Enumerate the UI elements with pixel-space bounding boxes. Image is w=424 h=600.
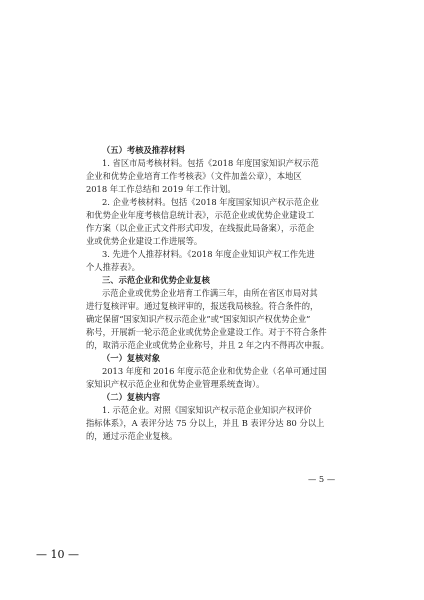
paragraph-line: 的，通过示范企业复核。 (86, 431, 178, 441)
paragraph-line: 的，取消示范企业或优势企业称号，并且 2 年之内不得再次申报。 (86, 340, 329, 350)
paragraph-line: 3. 先进个人推荐材料。《2018 年度企业知识产权工作先进 (102, 249, 315, 259)
subsection-heading: （一）复核对象 (102, 353, 161, 363)
paragraph-line: 确定保留“国家知识产权示范企业”或“国家知识产权优势企业” (86, 314, 311, 324)
paragraph-line: 1. 省区市局考核材料。包括《2018 年度国家知识产权示范 (102, 158, 319, 168)
paragraph-line: 企业和优势企业培育工作考核表》（文件加盖公章），本地区 (86, 171, 302, 181)
outer-page-number: — 10 — (36, 548, 79, 561)
paragraph-line: 家知识产权示范企业和优势企业管理系统查询）。 (86, 379, 265, 389)
paragraph-line: 1. 示范企业。对照《国家知识产权示范企业知识产权评价 (102, 405, 312, 415)
paragraph-line: 2. 企业考核材料。包括《2018 年度国家知识产权示范企业 (102, 197, 319, 207)
paragraph-line: 称号，开展新一轮示范企业或优势企业建设工作。对于不符合条件 (86, 327, 327, 337)
document-body (86, 144, 346, 443)
subsection-heading: （五）考核及推荐材料 (102, 145, 185, 155)
paragraph-line: 个人推荐表》。 (86, 262, 140, 272)
paragraph-line: 进行复核评审。通过复核评审的，报送我局核验。符合条件的， (86, 301, 319, 311)
section-heading: 三、示范企业和优势企业复核 (102, 275, 210, 285)
paragraph-line: 2013 年度和 2016 年度示范企业和优势企业（名单可通过国 (102, 366, 327, 376)
inner-page-number: — 5 — (308, 474, 336, 484)
paragraph-line: 作方案（以企业正式文件形式印发，在线报此局备案），示范企 (86, 223, 315, 233)
subsection-heading: （二）复核内容 (102, 392, 161, 402)
paragraph-line: 和优势企业年度考核信息统计表》，示范企业或优势企业建设工 (86, 210, 315, 220)
paragraph-line: 业或优势企业建设工作进展等。 (86, 236, 203, 246)
paragraph-line: 2018 年工作总结和 2019 年工作计划。 (86, 184, 236, 194)
paragraph-line: 示范企业或优势企业培育工作满三年，由所在省区市局对其 (102, 288, 318, 298)
paragraph-line: 指标体系》，A 表评分达 75 分以上，并且 B 表评分达 80 分以上 (86, 418, 325, 428)
